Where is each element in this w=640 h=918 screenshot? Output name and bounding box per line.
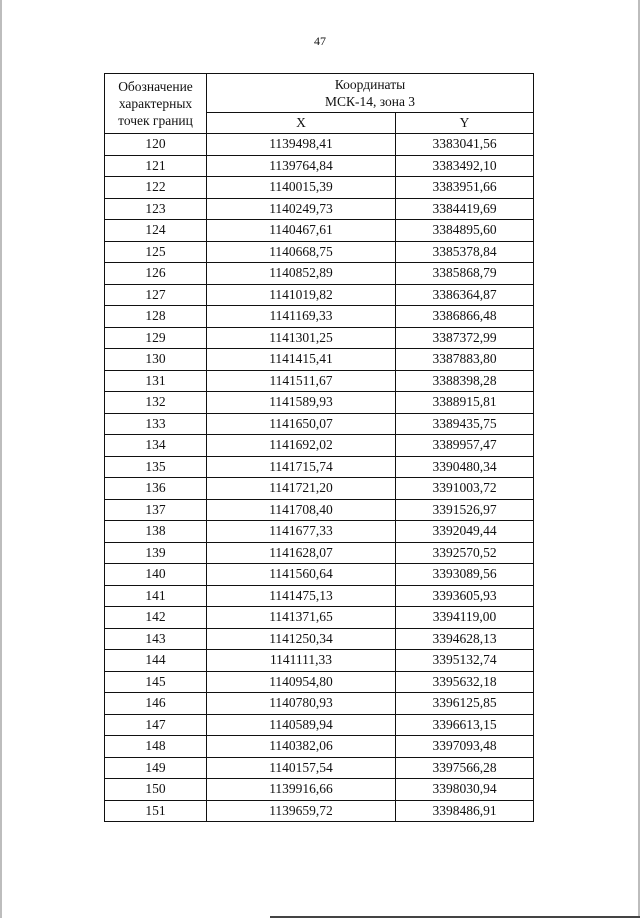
table-row: [105, 693, 534, 715]
table-row: [105, 284, 534, 306]
x-coordinate-cell: 1141475,13: [207, 585, 396, 607]
header-coordinates: [207, 74, 534, 113]
y-coordinate-cell: 3391526,97: [396, 499, 534, 521]
x-coordinate-cell: 1140157,54: [207, 757, 396, 779]
coordinates-table: [104, 73, 534, 822]
x-coordinate-cell: 1141511,67: [207, 370, 396, 392]
x-coordinate-cell: 1141415,41: [207, 349, 396, 371]
table-row: [105, 736, 534, 758]
table-row: [105, 714, 534, 736]
point-number-cell: 126: [105, 263, 207, 285]
point-number-cell: 130: [105, 349, 207, 371]
table-row: [105, 564, 534, 586]
point-number-cell: 140: [105, 564, 207, 586]
y-coordinate-cell: 3390480,34: [396, 456, 534, 478]
header-point-designation-line: Обозначение: [118, 79, 193, 94]
x-coordinate-cell: 1140249,73: [207, 198, 396, 220]
table-body: [105, 134, 534, 822]
point-number-cell: 144: [105, 650, 207, 672]
point-number-cell: 134: [105, 435, 207, 457]
y-coordinate-cell: 3384895,60: [396, 220, 534, 242]
x-coordinate-cell: 1141715,74: [207, 456, 396, 478]
scan-edge-left: [0, 0, 2, 918]
y-coordinate-cell: 3398030,94: [396, 779, 534, 801]
point-number-cell: 133: [105, 413, 207, 435]
point-number-cell: 135: [105, 456, 207, 478]
point-number-cell: 121: [105, 155, 207, 177]
point-number-cell: 137: [105, 499, 207, 521]
x-coordinate-cell: 1141250,34: [207, 628, 396, 650]
page-number: 47: [314, 34, 326, 48]
header-y: Y: [396, 113, 534, 134]
y-coordinate-cell: 3386364,87: [396, 284, 534, 306]
table-row: [105, 177, 534, 199]
table-row: [105, 650, 534, 672]
x-coordinate-cell: 1139764,84: [207, 155, 396, 177]
x-coordinate-cell: 1141692,02: [207, 435, 396, 457]
table-row: [105, 435, 534, 457]
point-number-cell: 143: [105, 628, 207, 650]
point-number-cell: 146: [105, 693, 207, 715]
table-row: [105, 779, 534, 801]
y-coordinate-cell: 3389957,47: [396, 435, 534, 457]
x-coordinate-cell: 1139498,41: [207, 134, 396, 156]
y-coordinate-cell: 3392049,44: [396, 521, 534, 543]
point-number-cell: 138: [105, 521, 207, 543]
y-coordinate-cell: 3387372,99: [396, 327, 534, 349]
x-coordinate-cell: 1140852,89: [207, 263, 396, 285]
point-number-cell: 131: [105, 370, 207, 392]
point-number-cell: 148: [105, 736, 207, 758]
table-row: [105, 456, 534, 478]
point-number-cell: 127: [105, 284, 207, 306]
header-coordinate-system: МСК-14, зона 3: [324, 94, 416, 109]
point-number-cell: 129: [105, 327, 207, 349]
table-row: [105, 478, 534, 500]
x-coordinate-cell: 1141677,33: [207, 521, 396, 543]
y-coordinate-cell: 3397093,48: [396, 736, 534, 758]
y-coordinate-cell: 3384419,69: [396, 198, 534, 220]
table-row: [105, 327, 534, 349]
table-row: [105, 757, 534, 779]
table-row: [105, 134, 534, 156]
y-coordinate-cell: 3386866,48: [396, 306, 534, 328]
y-coordinate-cell: 3385868,79: [396, 263, 534, 285]
table-row: [105, 263, 534, 285]
point-number-cell: 145: [105, 671, 207, 693]
y-coordinate-cell: 3391003,72: [396, 478, 534, 500]
table-row: [105, 392, 534, 414]
header-point-designation: [105, 74, 207, 134]
y-coordinate-cell: 3388398,28: [396, 370, 534, 392]
y-coordinate-cell: 3393605,93: [396, 585, 534, 607]
y-coordinate-cell: 3389435,75: [396, 413, 534, 435]
point-number-cell: 150: [105, 779, 207, 801]
table-row: [105, 349, 534, 371]
y-coordinate-cell: 3393089,56: [396, 564, 534, 586]
x-coordinate-cell: 1141019,82: [207, 284, 396, 306]
point-number-cell: 132: [105, 392, 207, 414]
header-coordinates-title: Координаты: [334, 77, 406, 92]
x-coordinate-cell: 1140467,61: [207, 220, 396, 242]
x-coordinate-cell: 1141111,33: [207, 650, 396, 672]
x-coordinate-cell: 1141560,64: [207, 564, 396, 586]
point-number-cell: 124: [105, 220, 207, 242]
point-number-cell: 149: [105, 757, 207, 779]
table-row: [105, 628, 534, 650]
x-coordinate-cell: 1139916,66: [207, 779, 396, 801]
point-number-cell: 142: [105, 607, 207, 629]
y-coordinate-cell: 3385378,84: [396, 241, 534, 263]
table-row: [105, 607, 534, 629]
x-coordinate-cell: 1141708,40: [207, 499, 396, 521]
table-row: [105, 542, 534, 564]
point-number-cell: 123: [105, 198, 207, 220]
point-number-cell: 120: [105, 134, 207, 156]
table-row: [105, 306, 534, 328]
header-x: X: [207, 113, 396, 134]
y-coordinate-cell: 3397566,28: [396, 757, 534, 779]
header-point-designation-line: характерных: [118, 96, 193, 111]
table-row: [105, 800, 534, 822]
x-coordinate-cell: 1140382,06: [207, 736, 396, 758]
x-coordinate-cell: 1141169,33: [207, 306, 396, 328]
x-coordinate-cell: 1139659,72: [207, 800, 396, 822]
point-number-cell: 122: [105, 177, 207, 199]
y-coordinate-cell: 3387883,80: [396, 349, 534, 371]
table-row: [105, 155, 534, 177]
x-coordinate-cell: 1141650,07: [207, 413, 396, 435]
y-coordinate-cell: 3383041,56: [396, 134, 534, 156]
table-row: [105, 585, 534, 607]
point-number-cell: 147: [105, 714, 207, 736]
y-coordinate-cell: 3392570,52: [396, 542, 534, 564]
y-coordinate-cell: 3394628,13: [396, 628, 534, 650]
table-row: [105, 241, 534, 263]
x-coordinate-cell: 1140780,93: [207, 693, 396, 715]
y-coordinate-cell: 3395632,18: [396, 671, 534, 693]
y-coordinate-cell: 3388915,81: [396, 392, 534, 414]
table-row: [105, 198, 534, 220]
table-row: [105, 671, 534, 693]
header-point-designation-line: точек границ: [118, 113, 193, 128]
x-coordinate-cell: 1141628,07: [207, 542, 396, 564]
y-coordinate-cell: 3394119,00: [396, 607, 534, 629]
y-coordinate-cell: 3395132,74: [396, 650, 534, 672]
x-coordinate-cell: 1140668,75: [207, 241, 396, 263]
y-coordinate-cell: 3396125,85: [396, 693, 534, 715]
point-number-cell: 139: [105, 542, 207, 564]
point-number-cell: 128: [105, 306, 207, 328]
point-number-cell: 141: [105, 585, 207, 607]
y-coordinate-cell: 3383492,10: [396, 155, 534, 177]
y-coordinate-cell: 3383951,66: [396, 177, 534, 199]
point-number-cell: 136: [105, 478, 207, 500]
point-number-cell: 151: [105, 800, 207, 822]
table-row: [105, 220, 534, 242]
y-coordinate-cell: 3396613,15: [396, 714, 534, 736]
table-row: [105, 370, 534, 392]
y-coordinate-cell: 3398486,91: [396, 800, 534, 822]
table-row: [105, 413, 534, 435]
table-row: [105, 499, 534, 521]
x-coordinate-cell: 1141721,20: [207, 478, 396, 500]
x-coordinate-cell: 1140015,39: [207, 177, 396, 199]
x-coordinate-cell: 1141301,25: [207, 327, 396, 349]
x-coordinate-cell: 1141371,65: [207, 607, 396, 629]
table-row: [105, 521, 534, 543]
x-coordinate-cell: 1140589,94: [207, 714, 396, 736]
x-coordinate-cell: 1140954,80: [207, 671, 396, 693]
point-number-cell: 125: [105, 241, 207, 263]
x-coordinate-cell: 1141589,93: [207, 392, 396, 414]
